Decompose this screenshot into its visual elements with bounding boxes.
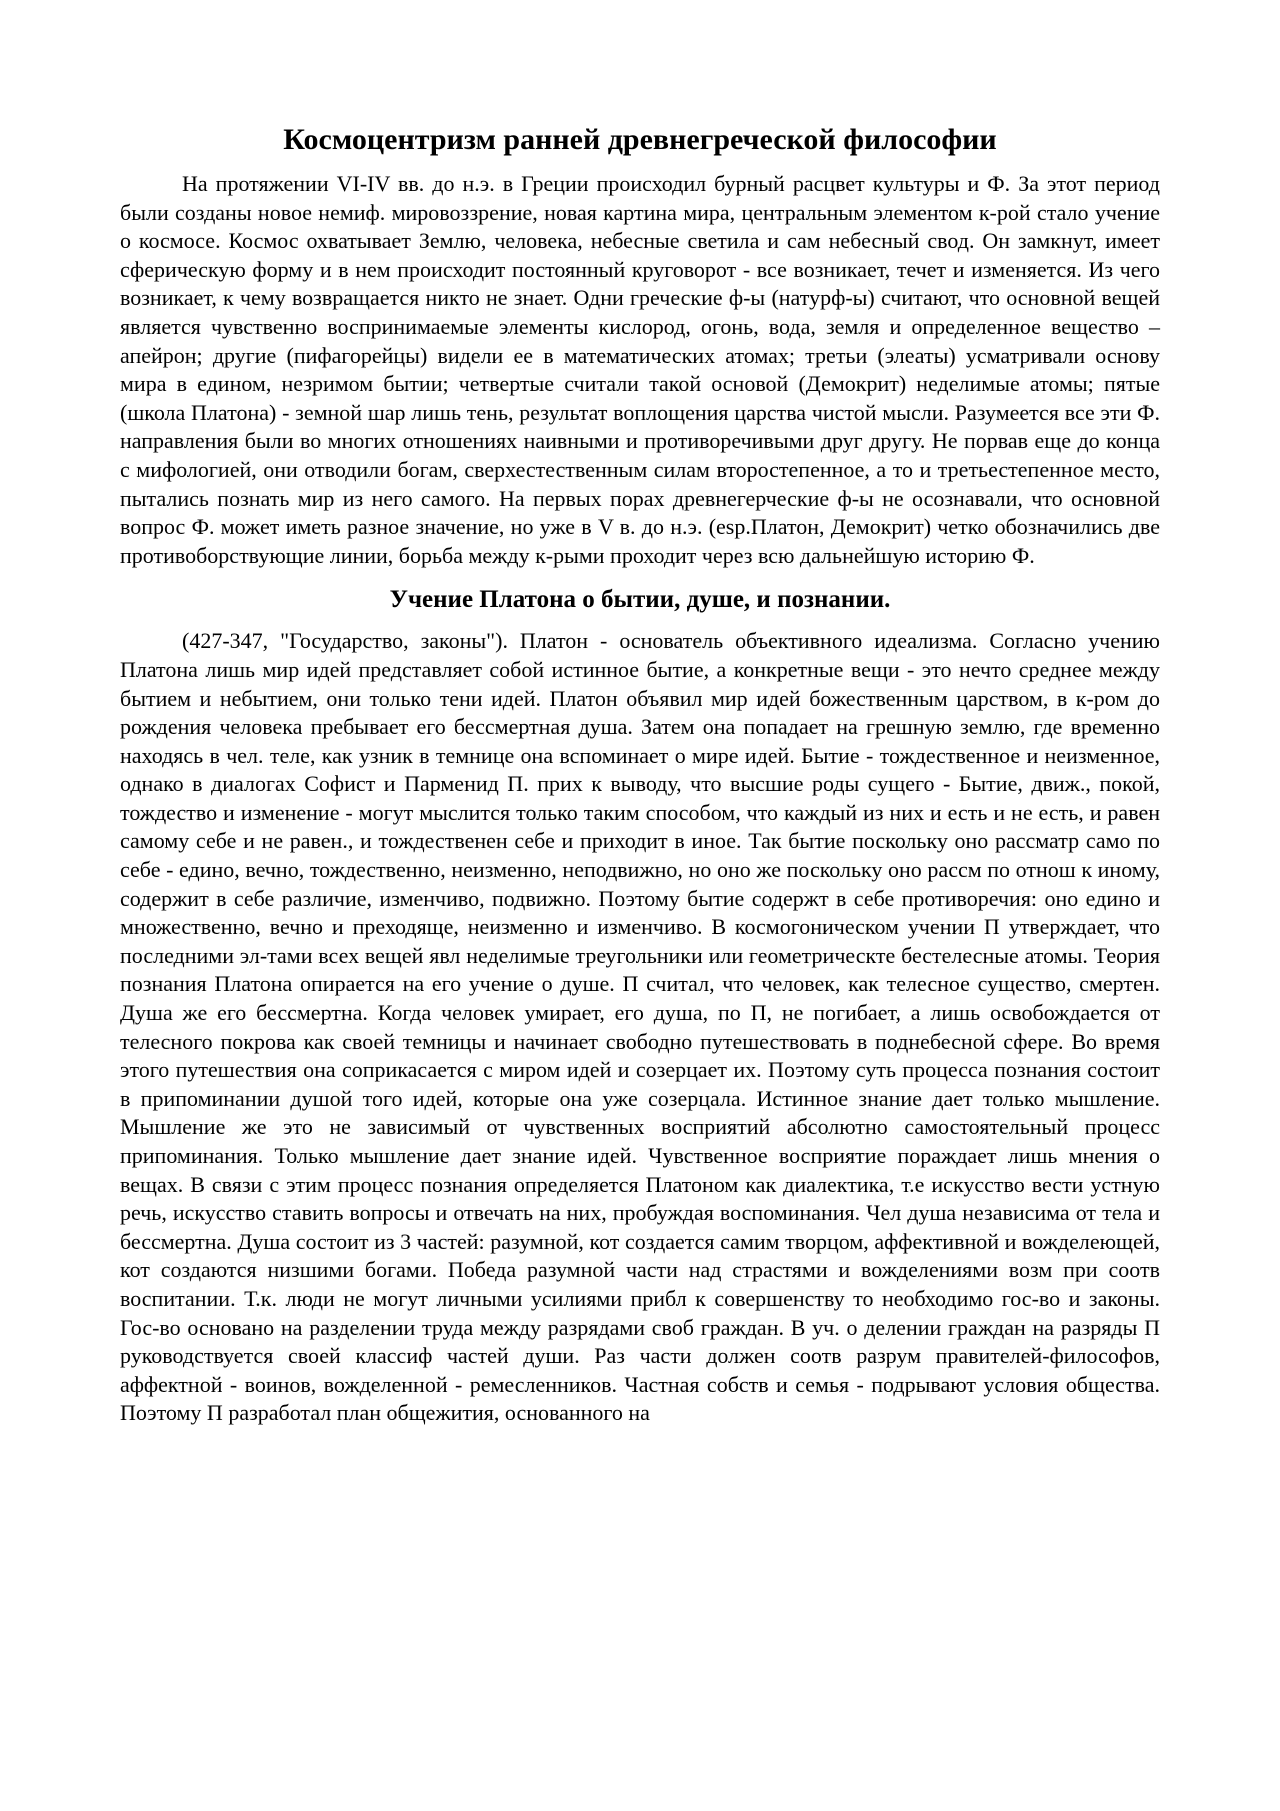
- section-2-heading: Учение Платона о бытии, душе, и познании.: [389, 586, 891, 614]
- document-title: Космоцентризм ранней древнегреческой философии: [283, 123, 997, 156]
- section-1-paragraph: На протяжении VI-IV вв. до н.э. в Греции происходил бурный расцвет культуры и Ф. За этот период были созданы новое немиф. мировоззрение, новая картина мира, центральным элементом к-рой стало учение о космосе. Космос охватывает Землю, человека, небесные светила и сам небесный свод. Он замкнут, имеет сферическую форму и в нем происходит постоянный круговорот - все возникает, течет и изменяется. Из чего возникает, к чему возвращается никто не знает. Одни греческие ф-ы (натурф-ы) считают, что основной вещей является чувственно воспринимаемые элементы кислород, огонь, вода, земля и определенное вещество – апейрон; другие (пифагорейцы) видели ее в математических атомах; третьи (элеаты) усматривали основу мира в едином, незримом бытии; четвертые считали такой основой (Демокрит) неделимые атомы; пятые (школа Платона) - земной шар лишь тень, результат воплощения царства чистой мысли. Разумеется все эти Ф. направления были во многих отношениях наивными и противоречивыми друг другу. Не порвав еще до конца с мифологией, они отводили богам, сверхестественным силам второстепенное, а то и третьестепенное место, пытались познать мир из него самого. На первых порах древнегерческие ф-ы не осознавали, что основной вопрос Ф. может иметь разное значение, но уже в V в. до н.э. (esp.Платон, Демокрит) четко обозначились две противоборствующие линии, борьба между к-рыми проходит через всю дальнейшую историю Ф.: [120, 171, 1160, 568]
- section-2-paragraph: (427-347, "Государство, законы"). Платон - основатель объективного идеализма. Согласно учению Платона лишь мир идей представляет собой истинное бытие, а конкретные вещи - это нечто среднее между бытием и небытием, они только тени идей. Платон объявил мир идей божественным царством, в к-ром до рождения человека пребывает его бессмертная душа. Затем она попадает на грешную землю, где временно находясь в чел. теле, как узник в темнице она вспоминает о мире идей. Бытие - тождественное и неизменное, однако в диалогах Софист и Парменид П. прих к выводу, что высшие роды сущего - Бытие, движ., покой, тождество и изменение - могут мыслится только таким способом, что каждый из них и есть и не есть, и равен самому себе и не равен., и тождественен себе и приходит в иное. Так бытие поскольку оно рассматр само по себе - едино, вечно, тождественно, неизменно, неподвижно, но оно же поскольку оно рассм по отнош к иному, содержит в себе различие, изменчиво, подвижно. Поэтому бытие содержт в себе противоречия: оно едино и множественно, вечно и преходяще, неизменно и изменчиво. В космогоническом учении П утверждает, что последними эл-тами всех вещей явл неделимые треугольники или геометрическте бестелесные атомы. Теория познания Платона опирается на его учение о душе. П считал, что человек, как телесное существо, смертен. Душа же его бессмертна. Когда человек умирает, его душа, по П, не погибает, а лишь освобождается от телесного покрова как своей темницы и начинает свободно путешествовать в поднебесной сфере. Во время этого путешествия она соприкасается с миром идей и созерцает их. Поэтому суть процесса познания состоит в припоминании душой того идей, которые она уже созерцала. Истинное знание дает только мышление. Мышление же это не зависимый от чувственных восприятий абсолютно самостоятельный процесс припоминания. Только мышление дает знание идей. Чувственное восприятие пораждает лишь мнения о вещах. В связи с этим процесс познания определяется Платоном как диалектика, т.е искусство вести устную речь, искусство ставить вопросы и отвечать на них, пробуждая воспоминания. Чел душа независима от тела и бессмертна. Душа состоит из 3 частей: разумной, кот создается самим творцом, аффективной и вожделеющей, кот создаются низшими богами. Победа разумной части над страстями и вожделениями возм при соотв воспитании. Т.к. люди не могут личными усилиями прибл к совершенству то необходимо гос-во и законы. Гос-во основано на разделении труда между разрядами своб граждан. В уч. о делении граждан на разряды П руководствуется своей классиф частей души. Раз части должен соотв разрум правителей-философов, аффектной - воинов, вожделенной - ремесленников. Частная собств и семья - подрывают условия общества. Поэтому П разработал план общежития, основанного на: [120, 628, 1160, 1426]
- document-page: [120, 120, 1160, 1428]
